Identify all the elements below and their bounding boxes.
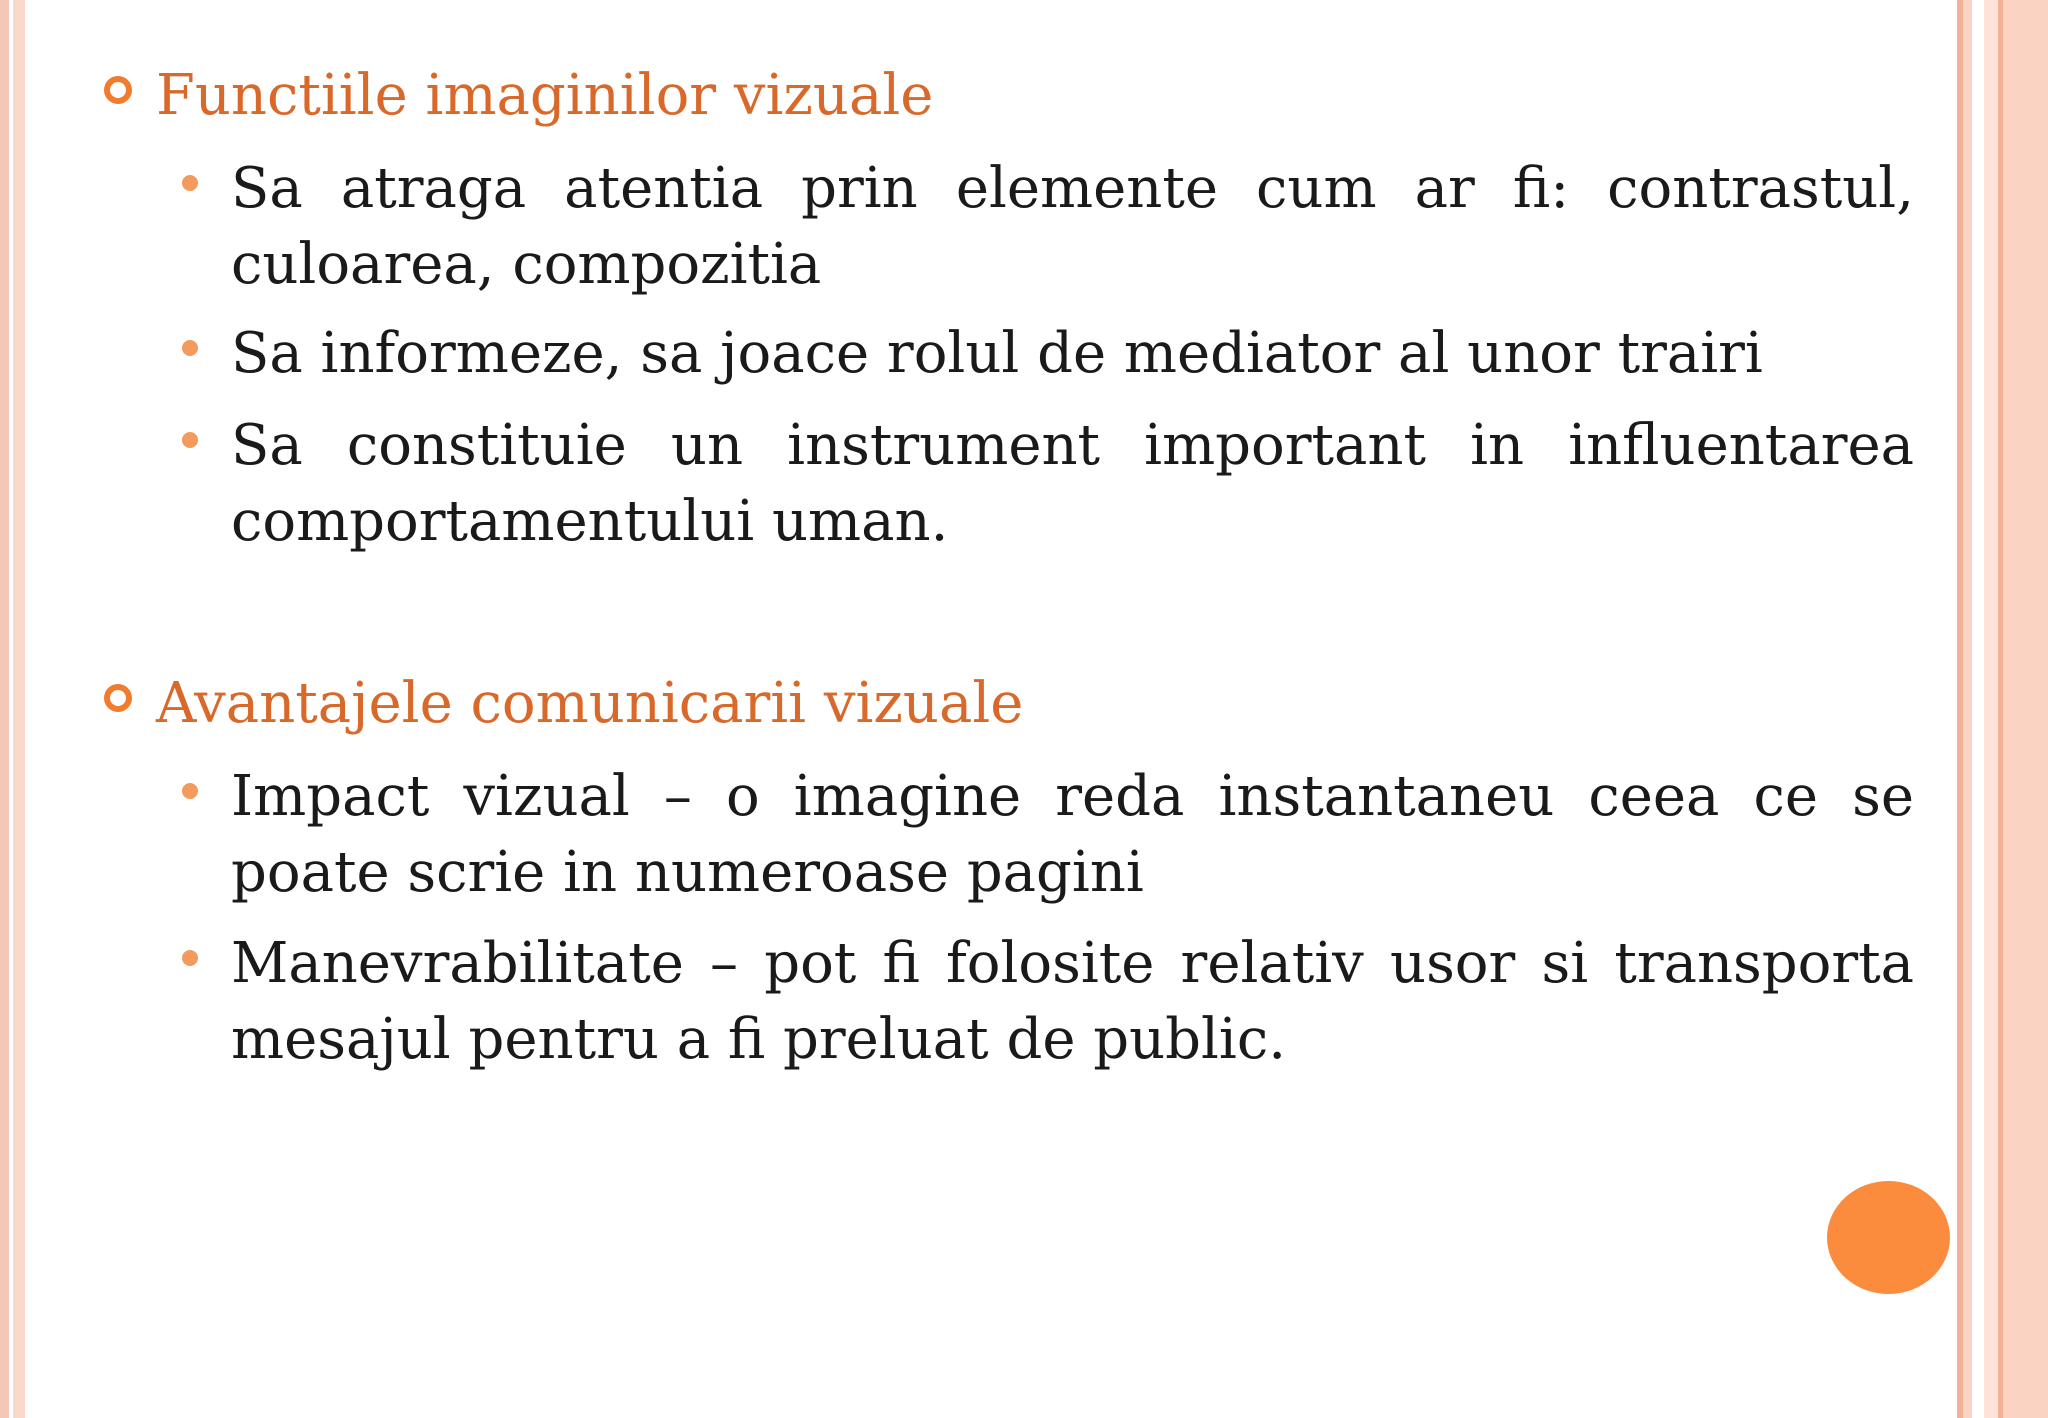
left-border-inner [13,0,25,1418]
section-heading: Avantajele comunicarii vizuale [156,671,1024,736]
list-item: Impact vizual – o imagine reda instantaneu ceea ce se poate scrie in numeroase pagini [231,764,1914,905]
right-border-line-2 [1998,0,2003,1418]
list-item: Sa atraga atentia prin elemente cum ar fi: contrastul, culoarea, compozitia [231,156,1914,297]
orange-circle-icon [1827,1181,1950,1294]
list-item: Sa informeze, sa joace rolul de mediator al unor trairi [231,321,1763,386]
dot-bullet-icon [182,175,198,191]
ring-bullet-icon [104,684,132,712]
dot-bullet-icon [182,340,198,356]
dot-bullet-icon [182,432,198,448]
right-border-line [1957,0,1963,1418]
dot-bullet-icon [182,783,198,799]
left-border-outer [0,0,9,1418]
ring-bullet-icon [104,76,132,104]
list-item: Sa constituie un instrument important in influentarea comportamentului uman. [231,413,1914,554]
section-heading: Functiile imaginilor vizuale [156,63,934,128]
list-item: Manevrabilitate – pot fi folosite relativ usor si transporta mesajul pentru a fi preluat de public. [231,931,1914,1072]
right-border-light [1984,0,1998,1418]
dot-bullet-icon [182,950,198,966]
right-border-gap [1972,0,1984,1418]
